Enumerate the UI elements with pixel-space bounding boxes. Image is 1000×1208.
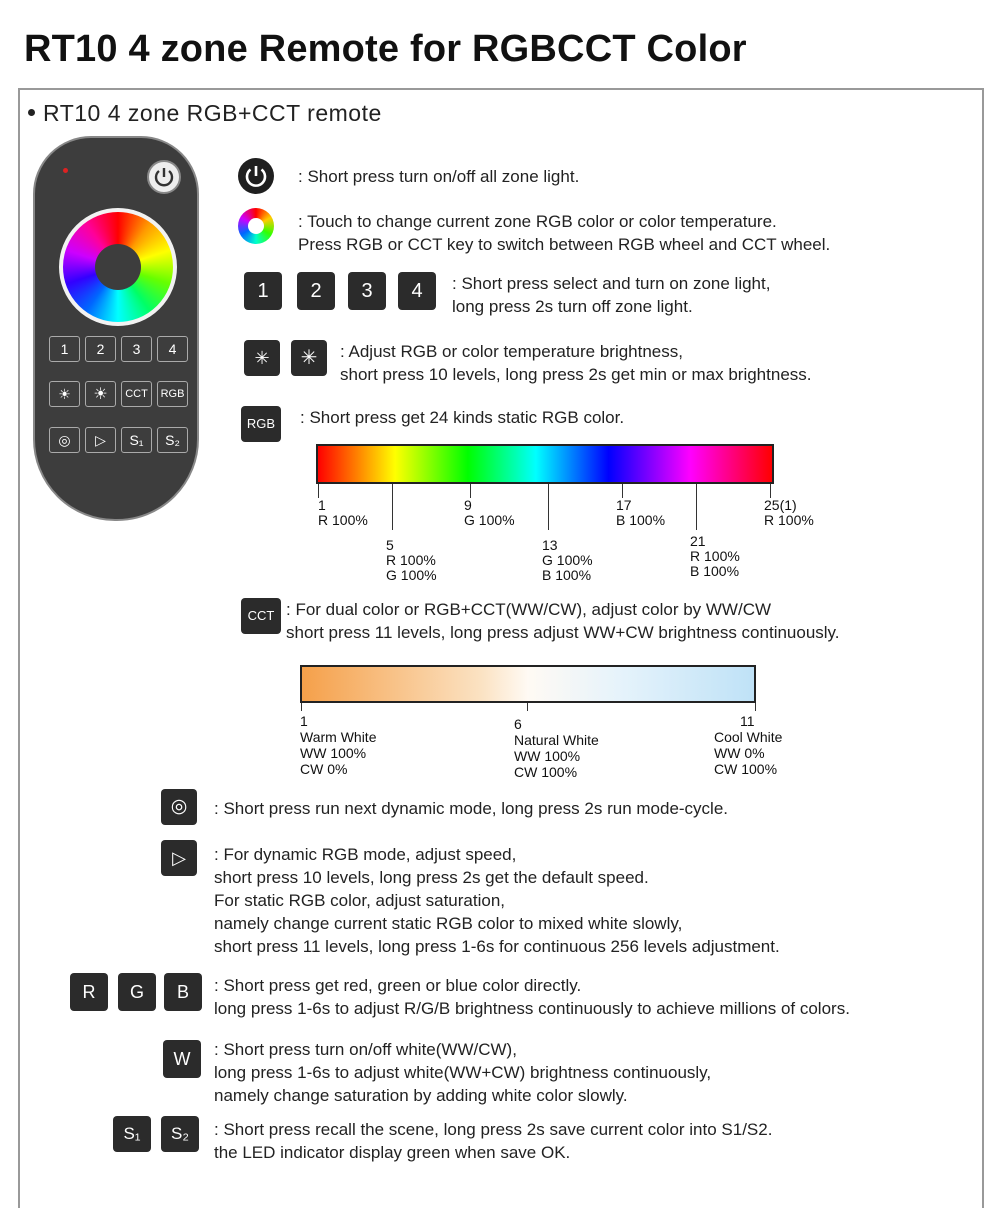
remote-dim-down: ☀ [49,381,80,407]
rgb-scale-tick [318,484,319,498]
rgb-scale-tick [392,484,393,530]
rgb-key: RGB [241,406,281,442]
remote-mode: ◎ [49,427,80,453]
power-icon [238,158,274,194]
cct-scale-tick [755,703,756,711]
rgb-scale-tick [696,484,697,530]
remote-zone-2: 2 [85,336,116,362]
cct-scale-tick [527,703,528,711]
remote-s1: S₁ [121,427,152,453]
zone-description: : Short press select and turn on zone light, long press 2s turn off zone light. [452,274,771,316]
remote-power-button [147,160,181,194]
cct-color-scale [300,665,756,703]
remote-speed: ▷ [85,427,116,453]
remote-illustration [33,136,199,521]
cct-key: CCT [241,598,281,634]
color-wheel-icon [238,208,274,244]
s1-key: S₁ [113,1116,151,1152]
brightness-down-icon: ✳ [244,340,280,376]
speed-icon: ▷ [161,840,197,876]
rgb-scale-label: 5 R 100% G 100% [386,537,437,583]
mode-description: : Short press run next dynamic mode, long press 2s run mode-cycle. [214,799,729,818]
speed-description: : For dynamic RGB mode, adjust speed, short press 10 levels, long press 2s get the default speed. For static RGB color, adjust saturation, namely change current static RGB color to mixed white slowly, short press 11 levels, long press 1-6s for continuous 256 levels adjustment. [214,845,780,956]
remote-zone-4: 4 [157,336,188,362]
mode-icon: ◎ [161,789,197,825]
rgb-scale-label: 9 G 100% [464,497,515,528]
rgb-scale-tick [622,484,623,498]
remote-dim-up: ☀ [85,381,116,407]
remote-s2: S₂ [157,427,188,453]
cct-description: : For dual color or RGB+CCT(WW/CW), adjust color by WW/CW short press 11 levels, long press adjust WW+CW brightness continuously. [286,600,840,642]
red-key: R [70,973,108,1011]
rgb-description: : Short press get 24 kinds static RGB color. [300,408,625,427]
blue-key: B [164,973,202,1011]
cct-scale-label: 11 Cool White WW 0% CW 100% [714,713,783,777]
s2-key: S₂ [161,1116,199,1152]
rgb-scale-tick [548,484,549,530]
brightness-up-icon: ✳ [291,340,327,376]
scene-description: : Short press recall the scene, long press 2s save current color into S1/S2. the LED indicator display green when save OK. [214,1120,773,1162]
remote-color-wheel [59,208,177,326]
green-key: G [118,973,156,1011]
subtitle: RT10 4 zone RGB+CCT remote [28,100,382,127]
wheel-description: : Touch to change current zone RGB color or color temperature. Press RGB or CCT key to switch between RGB wheel and CCT wheel. [298,212,831,254]
page-title: RT10 4 zone Remote for RGBCCT Color [24,28,747,70]
zone-1-key: 1 [244,272,282,310]
remote-rgb: RGB [157,381,188,407]
cct-scale-label: 6 Natural White WW 100% CW 100% [514,716,599,780]
rgb-scale-label: 17 B 100% [616,497,666,528]
zone-3-key: 3 [348,272,386,310]
led-indicator [63,168,68,173]
remote-cct: CCT [121,381,152,407]
rgb-scale-label: 25(1) R 100% [764,497,814,528]
rgb-direct-description: : Short press get red, green or blue color directly. long press 1-6s to adjust R/G/B brightness continuously to achieve millions of colors. [214,976,850,1018]
rgb-scale-label: 1 R 100% [318,497,368,528]
remote-zone-3: 3 [121,336,152,362]
zone-4-key: 4 [398,272,436,310]
rgb-scale-tick [470,484,471,498]
rgb-color-scale [316,444,774,484]
white-description: : Short press turn on/off white(WW/CW), long press 1-6s to adjust white(WW+CW) brightness continuously, namely change saturation by adding white color slowly. [214,1040,712,1105]
remote-zone-1: 1 [49,336,80,362]
rgb-scale-label: 13 G 100% B 100% [542,537,593,583]
white-key: W [163,1040,201,1078]
cct-scale-tick [301,703,302,711]
rgb-scale-label: 21 R 100% B 100% [690,533,740,579]
zone-2-key: 2 [297,272,335,310]
rgb-scale-tick [770,484,771,498]
brightness-description: : Adjust RGB or color temperature brightness, short press 10 levels, long press 2s get min or max brightness. [340,342,812,384]
bullet-icon [28,109,35,116]
cct-scale-label: 1 Warm White WW 100% CW 0% [300,713,377,777]
power-description: : Short press turn on/off all zone light. [298,167,580,186]
